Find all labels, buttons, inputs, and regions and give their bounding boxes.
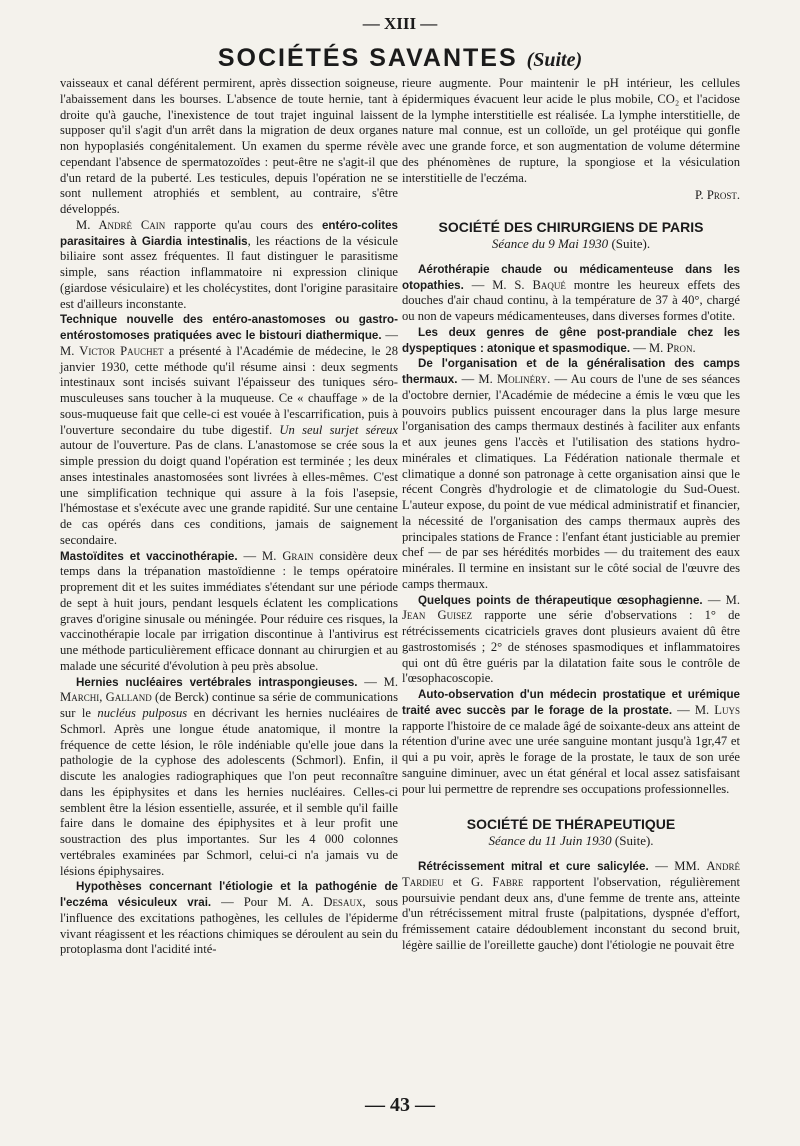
text-run: — Pour M. A. [211, 895, 324, 909]
text-run: — M. S. [463, 277, 533, 292]
author-name: Fabre [492, 874, 524, 889]
text-run: — MM. [648, 859, 707, 873]
right-paragraph-3 [402, 325, 740, 357]
paragraph-lead: Rétrécissement mitral et cure salicylée. [418, 860, 649, 873]
author-name: André Tardieu [402, 859, 740, 889]
left-paragraph-3 [60, 312, 398, 548]
author-name: Marchi, Galland [60, 690, 152, 705]
signature: P. Prost. [694, 188, 740, 203]
text-run: a présenté à l'Académie de médecine, le 28 janvier 1930, cette méthode qu'il résume ainsi : deux segments intestinaux sont incisés suivant l'épaisseur des tuniques séro-musculeuses sans toucher à la muqueuse. Ce « chauffage » de la sous-muqueuse fait que celle-ci est vouée à l'escarrification, puis à l'ouverture secondaire du tube digestif. [60, 343, 398, 437]
section-subtitle-chirurgiens [402, 236, 740, 252]
text-run: — M. [237, 548, 283, 563]
text-run: . — Au cours de l'une de ses séances d'octobre dernier, l'Académie de médecine a émis le vœu que les pouvoirs publics puissent encourager dans la plus large mesure l'organisation des camps thermaux destinés à faciliter aux enfants et aux jeunes gens l'accès et l'utilisation des stations hydro-minérales et climatiques. La Fédération nationale thermale et climatique a donné son patronage à cette organisation ainsi que le récent Congrès d'hydrologie et de climatologie du Sud-Ouest. L'auteur expose, du point de vue médical administratif et financier, la nécessité de l'organisation des camps thermaux auprès des principales stations de France : l'enfant étant justiciable au premier chef — de par ses hérédités morbides — du traitement des eaux minérales. Il termine en insistant sur le côté social de l'œuvre des camps thermaux. [402, 372, 740, 591]
author-name: Jean Guisez [402, 608, 473, 623]
italic-text: nucléus pulposus [97, 706, 188, 720]
text-run: rapporte qu'au cours des [165, 217, 322, 232]
left-column [60, 76, 398, 958]
right-column [402, 76, 740, 954]
author-name: Luys [714, 702, 740, 717]
left-paragraph-6 [60, 879, 398, 958]
author-name: M. André Cain [76, 217, 166, 232]
section-title-chirurgiens: SOCIÉTÉ DES CHIRURGIENS DE PARIS [438, 219, 704, 235]
text-run: et G. [443, 874, 493, 889]
left-paragraph-5 [60, 675, 398, 880]
text-run: rapporte une série d'observations : 1° de rétrécissements cicatriciels graves dont plusieurs avaient dû être gastrostomisés ; 2° de sténoses spasmodiques et inflammatoires qui ont dû être guéris par la dilatation faite sous le contrôle de l'œsophacoscopie. [402, 608, 740, 686]
text-run: en décrivant les hernies nucléaires de Schmorl. Après une longue étude anatomique, il montre la fréquence de cette lésion, le rôle indéniable qu'elle joue dans la pathologie de la cyphose des adolescents (Schmorl). Enfin, il discute les analogies radiographiques que l'on peut reconnaître dans les épiphysites et dans les hernies nucléaires. Celles-ci semblent être la lésion essentielle, assurée, et il semble qu'il faille faire dans le domaine des épiphysites et à leur profit une soustraction des plus importantes. Sur les 4 000 colonnes vertébrales examinées par Schmorl, celui-ci n'a jamais vu de lésions épiphysaires. [60, 706, 399, 878]
left-paragraph-2 [60, 218, 398, 313]
author-name: Desaux [323, 895, 363, 909]
section-subtitle-therapeutique [402, 833, 740, 849]
author-name: Baqué [532, 277, 566, 292]
section-title-therapeutique: SOCIÉTÉ DE THÉRAPEUTIQUE [466, 816, 676, 833]
author-name: Victor Pauchet [79, 343, 164, 358]
right-paragraph-5 [402, 593, 740, 688]
italic-text: Un seul surjet séreux [279, 422, 398, 437]
paragraph-lead: Hernies nucléaires vertébrales intraspongieuses. [76, 675, 358, 689]
text-run: . [692, 340, 696, 355]
right-paragraph-2 [402, 262, 740, 325]
text-run: — M. [457, 372, 497, 386]
author-name: Grain [282, 548, 314, 563]
text-run: — M. [60, 328, 398, 358]
session-date: Séance du 9 Mai 1930 [491, 236, 609, 251]
left-paragraph-4 [60, 549, 398, 675]
text-run: , sous l'influence des excitations pathogènes, les cellules de l'épiderme vivant réagissent et les réactions chimiques se déroulent au sein du protoplasma dont l'acidité inté- [60, 895, 398, 957]
text-run: (de Berck) continue sa série de communications sur le [60, 690, 398, 720]
paragraph-lead: De l'organisation et de la généralisation des camps thermaux. [402, 357, 740, 386]
text-run: — M. [630, 340, 667, 355]
session-date: Séance du 11 Juin 1930 [488, 833, 612, 849]
left-paragraph-1: vaisseaux et canal déférent permirent, après dissection soigneuse, l'abaissement dans les bourses. L'absence de toute hernie, tant à droite qu'à gauche, l'inexistence de tout trajet inguinal laissent supposer qu'il s'agit d'un arrêt dans la migration de deux organes non hypoplasiés congénitalement. Un examen du sperme révèle cependant l'absence de spermatozoïdes : peut-être ne s'agit-il que d'un retard de la puberté. Les testicules, depuis l'opération ne se sont nullement atrophiés et semblent, au contraire, s'être développés. [60, 76, 398, 216]
right-paragraph-7 [402, 859, 740, 954]
right-paragraph-4 [402, 356, 740, 592]
text-run: autour de l'ouverture. Pas de clans. L'anastomose se crée sous la simple pression du doigt quand l'opération est terminée ; les deux anses intestinales anastomosées sont livrées à elles-mêmes. C'est une simplification technique qui assure à la fois l'asepsie, l'hémostase et s'exécute avec une grande rapidité. Sur une centaine de cas opérés dans ces conditions, jamais de saignement secondaire. [60, 438, 398, 547]
title-suffix: (Suite) [526, 49, 583, 71]
paragraph-lead: Technique nouvelle des entéro-anastomoses ou gastro-entérostomoses pratiquées avec le bistouri diathermique. [60, 313, 398, 342]
text-run: — M. [702, 592, 740, 607]
text-run: montre les heureux effets des douches d'air chaud continu, à la température de 37 à 40°, chargé ou non de vapeurs médicamenteuses, dans diverses formes d'otite. [402, 277, 740, 323]
right-paragraph-1: rieure augmente. Pour maintenir le pH intérieur, les cellules épidermiques évacuent leur acide le plus mobile, CO₂ et l'acidose de la lymphe interstitielle est réalisée. La lymphe interstitielle, de nature mal connue, est un colloïde, un gel protéique qui gonfle avec une grande force, et son augmentation de volume détermine des phénomènes de rupture, la spongiose et la vésiculation interstitielle de l'eczéma. [402, 76, 740, 185]
session-suite: (Suite). [611, 236, 651, 251]
paragraph-lead: Quelques points de thérapeutique œsophagienne. [418, 593, 703, 607]
text-run: rapporte l'histoire de ce malade âgé de soixante-deux ans atteint de rétention d'urine avec une urée sanguine montant jusqu'à 1gr,47 et qui a pu voir, après le forage de la prostate, le taux de son urée sanguine diminuer, avec un état général et local assez satisfaisant pour lui permettre de reprendre ses occupations professionnelles. [402, 718, 740, 796]
paragraph-lead: Hypothèses concernant l'étiologie et la pathogénie de l'eczéma vésiculeux vrai. [60, 880, 398, 909]
page-number: — 43 — [365, 1094, 435, 1116]
paragraph-lead: Aérothérapie chaude ou médicamenteuse dans les otopathies. [402, 262, 740, 292]
right-paragraph-6 [402, 687, 740, 797]
author-name: Pron [666, 340, 693, 355]
text-run: , les réactions de la vésicule biliaire sont assez fréquentes. Il faut distinguer le parasitisme simple, sans réaction inflammatoire ni expression clinique (giardose vésiculaire) et les cholécystites, dont l'origine parasitaire est d'ailleurs inconstante. [60, 233, 398, 311]
author-name: Molinéry [496, 372, 548, 386]
page-title [0, 44, 800, 73]
text-run: considère deux temps dans la trépanation mastoïdienne : le temps opératoire proprement dit et les suites immédiates s'étendant sur une période de sept à huit jours, pendant lesquels éclatent les complications graves d'origine sinusale ou méningée. Pour réduire ces risques, la vaccinothérapie locale par irrigation discontinue à l'antivirus est une méthode particulièrement efficace donnant au chirurgien et au malade une sécurité d'évolution à peu près absolue. [60, 548, 399, 673]
paragraph-lead: entéro-colites parasitaires à Giardia intestinalis [60, 218, 398, 248]
page-roman-numeral: — XIII — [362, 14, 438, 33]
paragraph-lead: Auto-observation d'un médecin prostatique et urémique traité avec succès par le forage de la prostate. [402, 688, 740, 717]
text-run: — M. [357, 674, 398, 689]
title-main: SOCIÉTÉS SAVANTES [217, 44, 518, 72]
paragraph-lead: Mastoïdites et vaccinothérapie. [60, 549, 238, 563]
paragraph-lead: Les deux genres de gêne post-prandiale chez les dyspeptiques : atonique et spasmodique. [402, 325, 740, 355]
session-suite: (Suite). [614, 833, 654, 849]
text-run: — M. [672, 702, 715, 717]
text-run: rapportent l'observation, régulièrement poursuivie pendant deux ans, d'une femme de trente ans, atteinte d'un rétrécissement mitral fruste (palpitations, dyspnée d'effort, frémissement cataire dédoublement inconstant du second bruit, légère saillie de l'oreillette gauche) dont l'étiologie ne pouvait être [402, 874, 740, 952]
